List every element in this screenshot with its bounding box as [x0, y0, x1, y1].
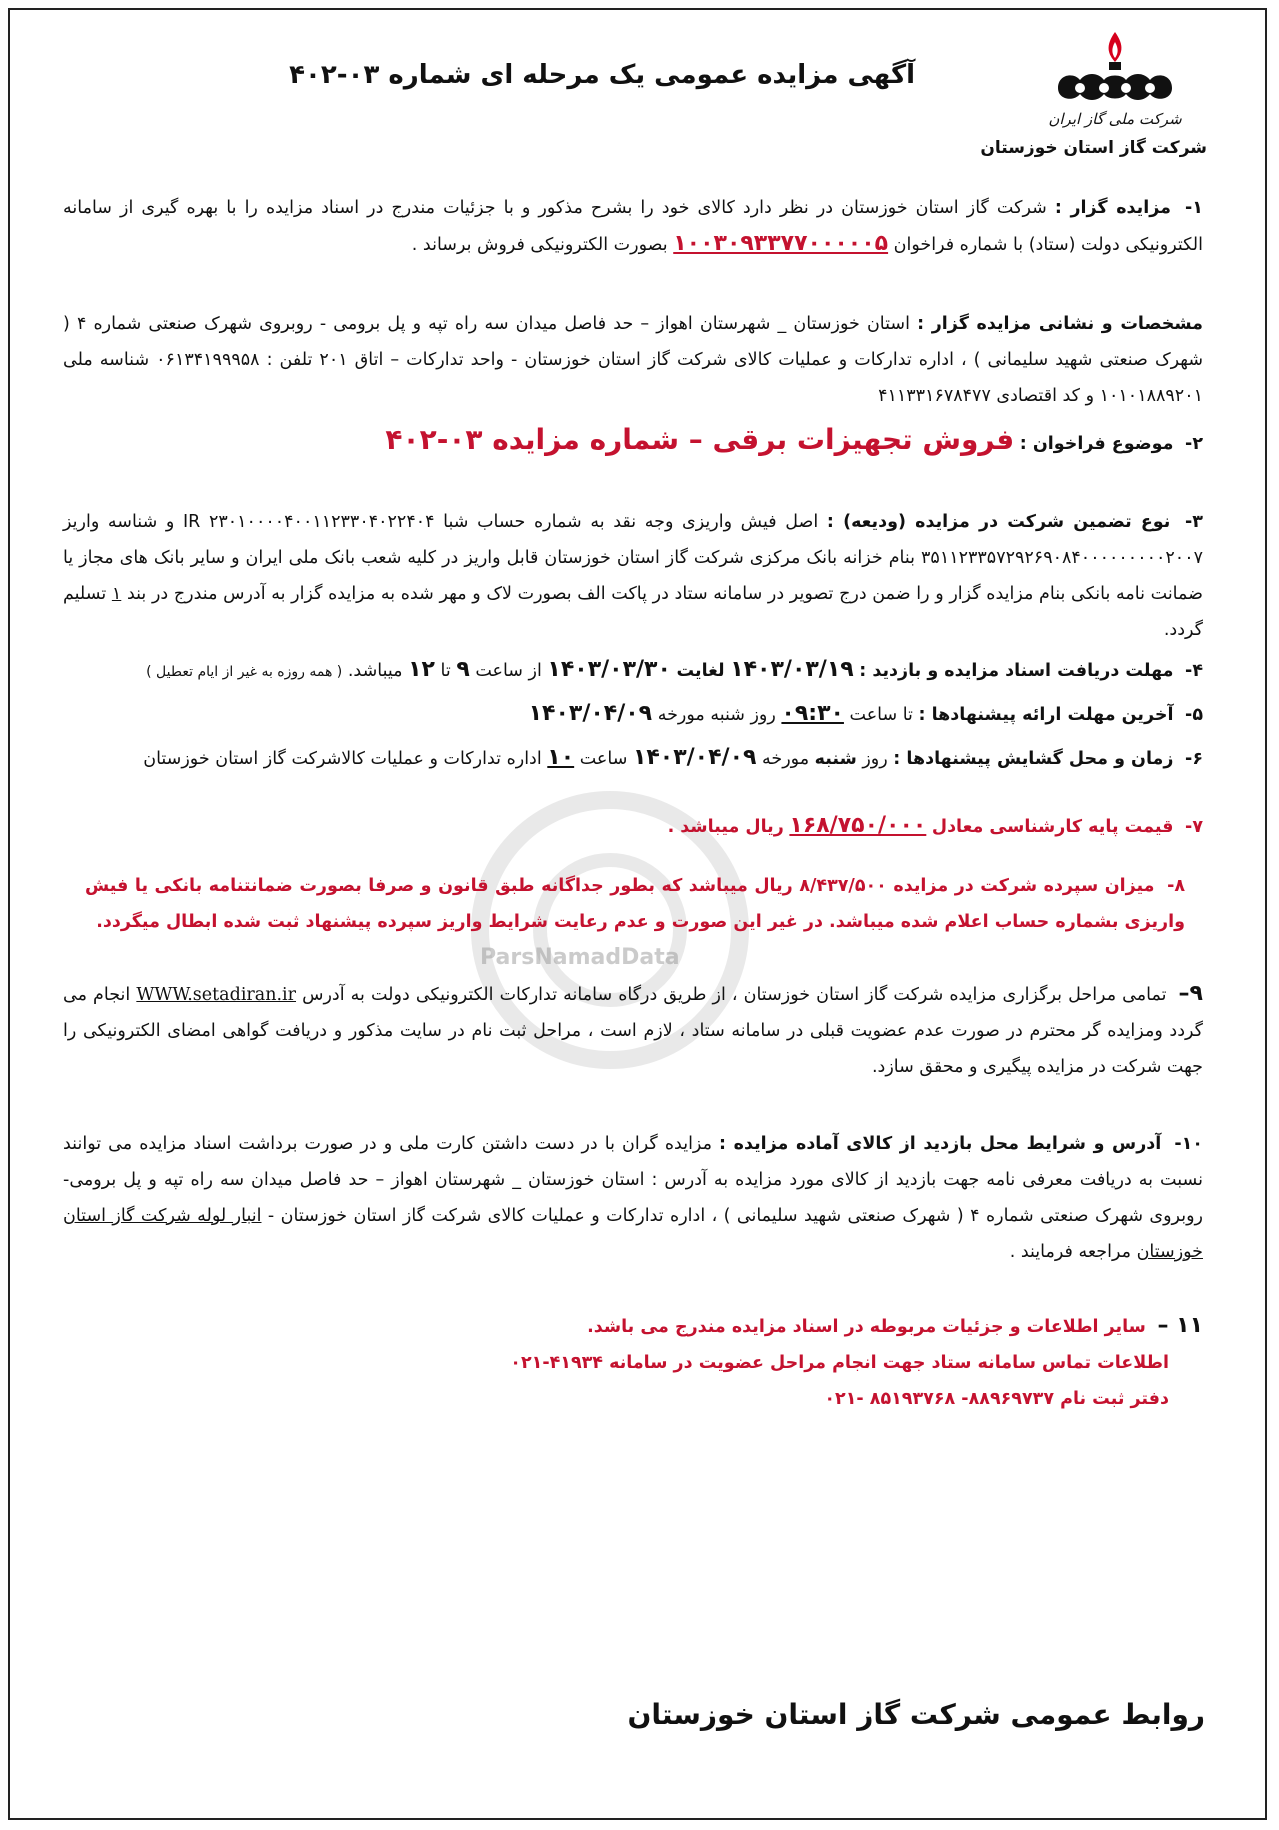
page-title: آگهی مزایده عمومی یک مرحله ای شماره ۰۳-۴۰۲: [289, 60, 915, 90]
section-number: ۸-: [1167, 876, 1186, 896]
section-number: ۹–: [1178, 981, 1203, 1006]
section-text: اصل فیش واریزی وجه نقد به شماره حساب شبا IR ۲۳۰۱۰۰۰۰۴۰۰۱۱۲۳۳۰۴۰۲۲۴۰۴ و شناسه واریز ۳۵۱۱۲۳۳۵۷۲۹۲۶۹۰۸۴۰۰۰۰۰۰۰۰۰۲۰۰۷ بنام خزانه بانک مرکزی شرکت گاز استان خوزستان قابل واریز در کلیه شعب بانک ملی ایران و سایر بانک های مجاز یا ضمانت نامه بانکی بنام مزایده گزار و را ضمن درج تصویر در سامانه ستاد در پاکت الف بصورت لاک و مهر شده به مزایده گزار به آدرس مندرج در بند: [63, 512, 1203, 604]
section-9: [63, 976, 1203, 1085]
price-unit: ریال میباشد .: [667, 817, 784, 837]
mid-text: مورخه: [762, 749, 810, 769]
section-4: [63, 652, 1203, 690]
setad-url-link[interactable]: WWW.setadiran.ir: [136, 985, 297, 1005]
note: ( همه روزه به غیر از ایام تعطیل ): [146, 664, 343, 680]
section-6: [63, 740, 1203, 777]
watermark-text: ParsNamadData: [480, 945, 680, 970]
time-pre: از ساعت: [475, 661, 542, 681]
section-text: مزایده گران با در دست داشتن کارت ملی و در صورت برداشت اسناد مزایده می توانند نسبت به دریافت معرفی نامه جهت بازدید از کالای مورد مزایده به آدرس : استان خوزستان _ شهرستان اهواز – حد فاصل میدان سه راه تپه و پل برومی- روبروی شهرک صنعتی شماره ۴ ( شهرک صنعتی شهید سلیمانی ) ، اداره تدارکات و عملیات کالای شرکت گاز استان خوزستان -: [63, 1134, 1203, 1226]
section-number: ۱۰-: [1174, 1134, 1203, 1154]
logo-text: شرکت ملی گاز ایران: [1048, 110, 1182, 128]
pre-text: روز: [862, 749, 888, 769]
day-name: شنبه: [814, 749, 857, 769]
base-price: ۱۶۸/۷۵۰/۰۰۰: [789, 813, 927, 838]
section-text: میزان سپرده شرکت در مزایده: [893, 876, 1155, 896]
section-10: [63, 1126, 1203, 1270]
section-text: انجام می گردد ومزایده گر محترم در صورت عدم عضویت قبلی در سامانه ستاد ، لازم است ، مراحل ثبت نام در سایت مذکور و دریافت گواهی امضای الکترونیکی را جهت شرکت در مزایده پیگیری و محقق سازد.: [63, 985, 1203, 1077]
section-label: آخرین مهلت ارائه پیشنهادها :: [918, 705, 1174, 725]
section-3: [63, 504, 1203, 648]
opening-hour: ۱۰: [547, 745, 575, 770]
section-text: تمامی مراحل برگزاری مزایده شرکت گاز استان خوزستان ، از طریق درگاه سامانه تدارکات الکترونیکی دولت به آدرس: [302, 985, 1167, 1005]
section-label: مزایده گزار :: [1054, 198, 1171, 218]
section-label: مشخصات و نشانی مزایده گزار :: [917, 314, 1204, 334]
section-text: مراجعه فرمایند .: [1009, 1242, 1131, 1262]
footer-signature: روابط عمومی شرکت گاز استان خوزستان: [627, 1698, 1205, 1731]
auction-topic: فروش تجهیزات برقی – شماره مزایده ۰۳-۴۰۲: [385, 423, 1015, 456]
section-number: ۳-: [1185, 512, 1203, 532]
date-from: ۱۴۰۳/۰۳/۱۹: [730, 657, 854, 682]
section-label: آدرس و شرایط محل بازدید از کالای آماده مزایده :: [719, 1134, 1162, 1154]
ta-word: تا: [440, 661, 451, 681]
section-label: زمان و محل گشایش پیشنهادها :: [893, 749, 1174, 769]
call-number: ۱۰۰۳۰۹۳۳۷۷۰۰۰۰۰۵: [673, 231, 889, 256]
section-label: موضوع فراخوان :: [1019, 434, 1174, 454]
hour-from: ۹: [456, 657, 470, 682]
pre-text: تا ساعت: [849, 705, 913, 725]
section-2: [63, 422, 1203, 462]
section-text: شرکت گاز استان خوزستان در نظر دارد کالای خود را بشرح مذکور و با جزئیات مندرج در اسناد مزایده را با بهره گیری از سامانه الکترونیکی دولت (ستاد) با شماره فراخوان: [63, 198, 1203, 255]
section-text: ریال میباشد که بطور جداگانه طبق قانون و صرفا بصورت ضمانتنامه بانکی یا فیش واریزی بشماره حساب اعلام شده میباشد. در غیر این صورت و عدم رعایت شرایط واریز سپرده پیشنهاد ثبت شده ابطال میگردد.: [85, 876, 1185, 932]
section-1b: [63, 306, 1203, 414]
until-word: لغایت: [676, 661, 725, 681]
section-number: ۶-: [1185, 749, 1203, 769]
info-line-3: دفتر ثبت نام ۸۸۹۶۹۷۳۷- ۸۵۱۹۳۷۶۸ -۰۲۱: [824, 1389, 1169, 1409]
section-text: استان خوزستان _ شهرستان اهواز – حد فاصل میدان سه راه تپه و پل برومی - روبروی شهرک صنعتی شماره ۴ ( شهرک صنعتی شهید سلیمانی ) ، اداره تدارکات و عملیات کالای شرکت گاز استان خوزستان - واحد تدارکات – اتاق ۲۰۱ تلفن : ۰۶۱۳۴۱۹۹۹۵۸ شناسه ملی ۱۰۱۰۱۸۸۹۲۰۱ و کد اقتصادی ۴۱۱۳۳۱۶۷۸۴۷۷: [63, 314, 1203, 406]
section-number: ۴-: [1185, 661, 1203, 681]
section-11: [63, 1308, 1203, 1417]
place-text: اداره تدارکات و عملیات کالاشرکت گاز استان خوزستان: [143, 749, 542, 769]
hour-to: ۱۲: [408, 657, 435, 682]
hour-pre: ساعت: [579, 749, 628, 769]
section-label: نوع تضمین شرکت در مزایده (ودیعه) :: [826, 512, 1171, 532]
section-number: ۵-: [1185, 705, 1203, 725]
section-5: [63, 696, 1203, 733]
time-post: میباشد.: [347, 661, 403, 681]
section-label: مهلت دریافت اسناد مزایده و بازدید :: [859, 661, 1174, 681]
notice-page: [8, 8, 1267, 1820]
info-line-2: اطلاعات تماس سامانه ستاد جهت انجام مراحل عضویت در سامانه ۴۱۹۳۴-۰۲۱: [510, 1353, 1169, 1373]
section-label: قیمت پایه کارشناسی معادل: [931, 817, 1174, 837]
section-text: تسلیم گردد.: [63, 584, 1203, 640]
company-name: شرکت گاز استان خوزستان: [980, 138, 1207, 158]
date-to: ۱۴۰۳/۰۳/۳۰: [547, 657, 671, 682]
deadline-time: ۰۹:۳۰: [781, 701, 844, 726]
deposit-amount: ۸/۴۳۷/۵۰۰: [799, 876, 887, 896]
opening-date: ۱۴۰۳/۰۴/۰۹: [632, 745, 757, 770]
section-number: ۱۱ –: [1157, 1313, 1203, 1338]
section-number: ۲-: [1185, 434, 1203, 454]
section-number: ۱-: [1185, 198, 1203, 218]
section-8: [85, 868, 1185, 940]
section-text: بصورت الکترونیکی فروش برساند .: [411, 235, 668, 255]
company-logo: [1015, 28, 1215, 128]
info-line-1: سایر اطلاعات و جزئیات مربوطه در اسناد مزایده مندرج می باشد.: [587, 1317, 1146, 1337]
gas-flame-logo-icon: [1050, 28, 1180, 108]
deadline-date: ۱۴۰۳/۰۴/۰۹: [528, 701, 653, 726]
section-7: [63, 808, 1203, 845]
section-1: [63, 190, 1203, 263]
section-ref: ۱: [111, 584, 122, 604]
warehouse-text: انبار لوله شرکت گاز استان خوزستان: [63, 1206, 1203, 1262]
mid-text: روز شنبه مورخه: [657, 705, 776, 725]
header: [10, 10, 1265, 180]
section-number: ۷-: [1185, 817, 1203, 837]
